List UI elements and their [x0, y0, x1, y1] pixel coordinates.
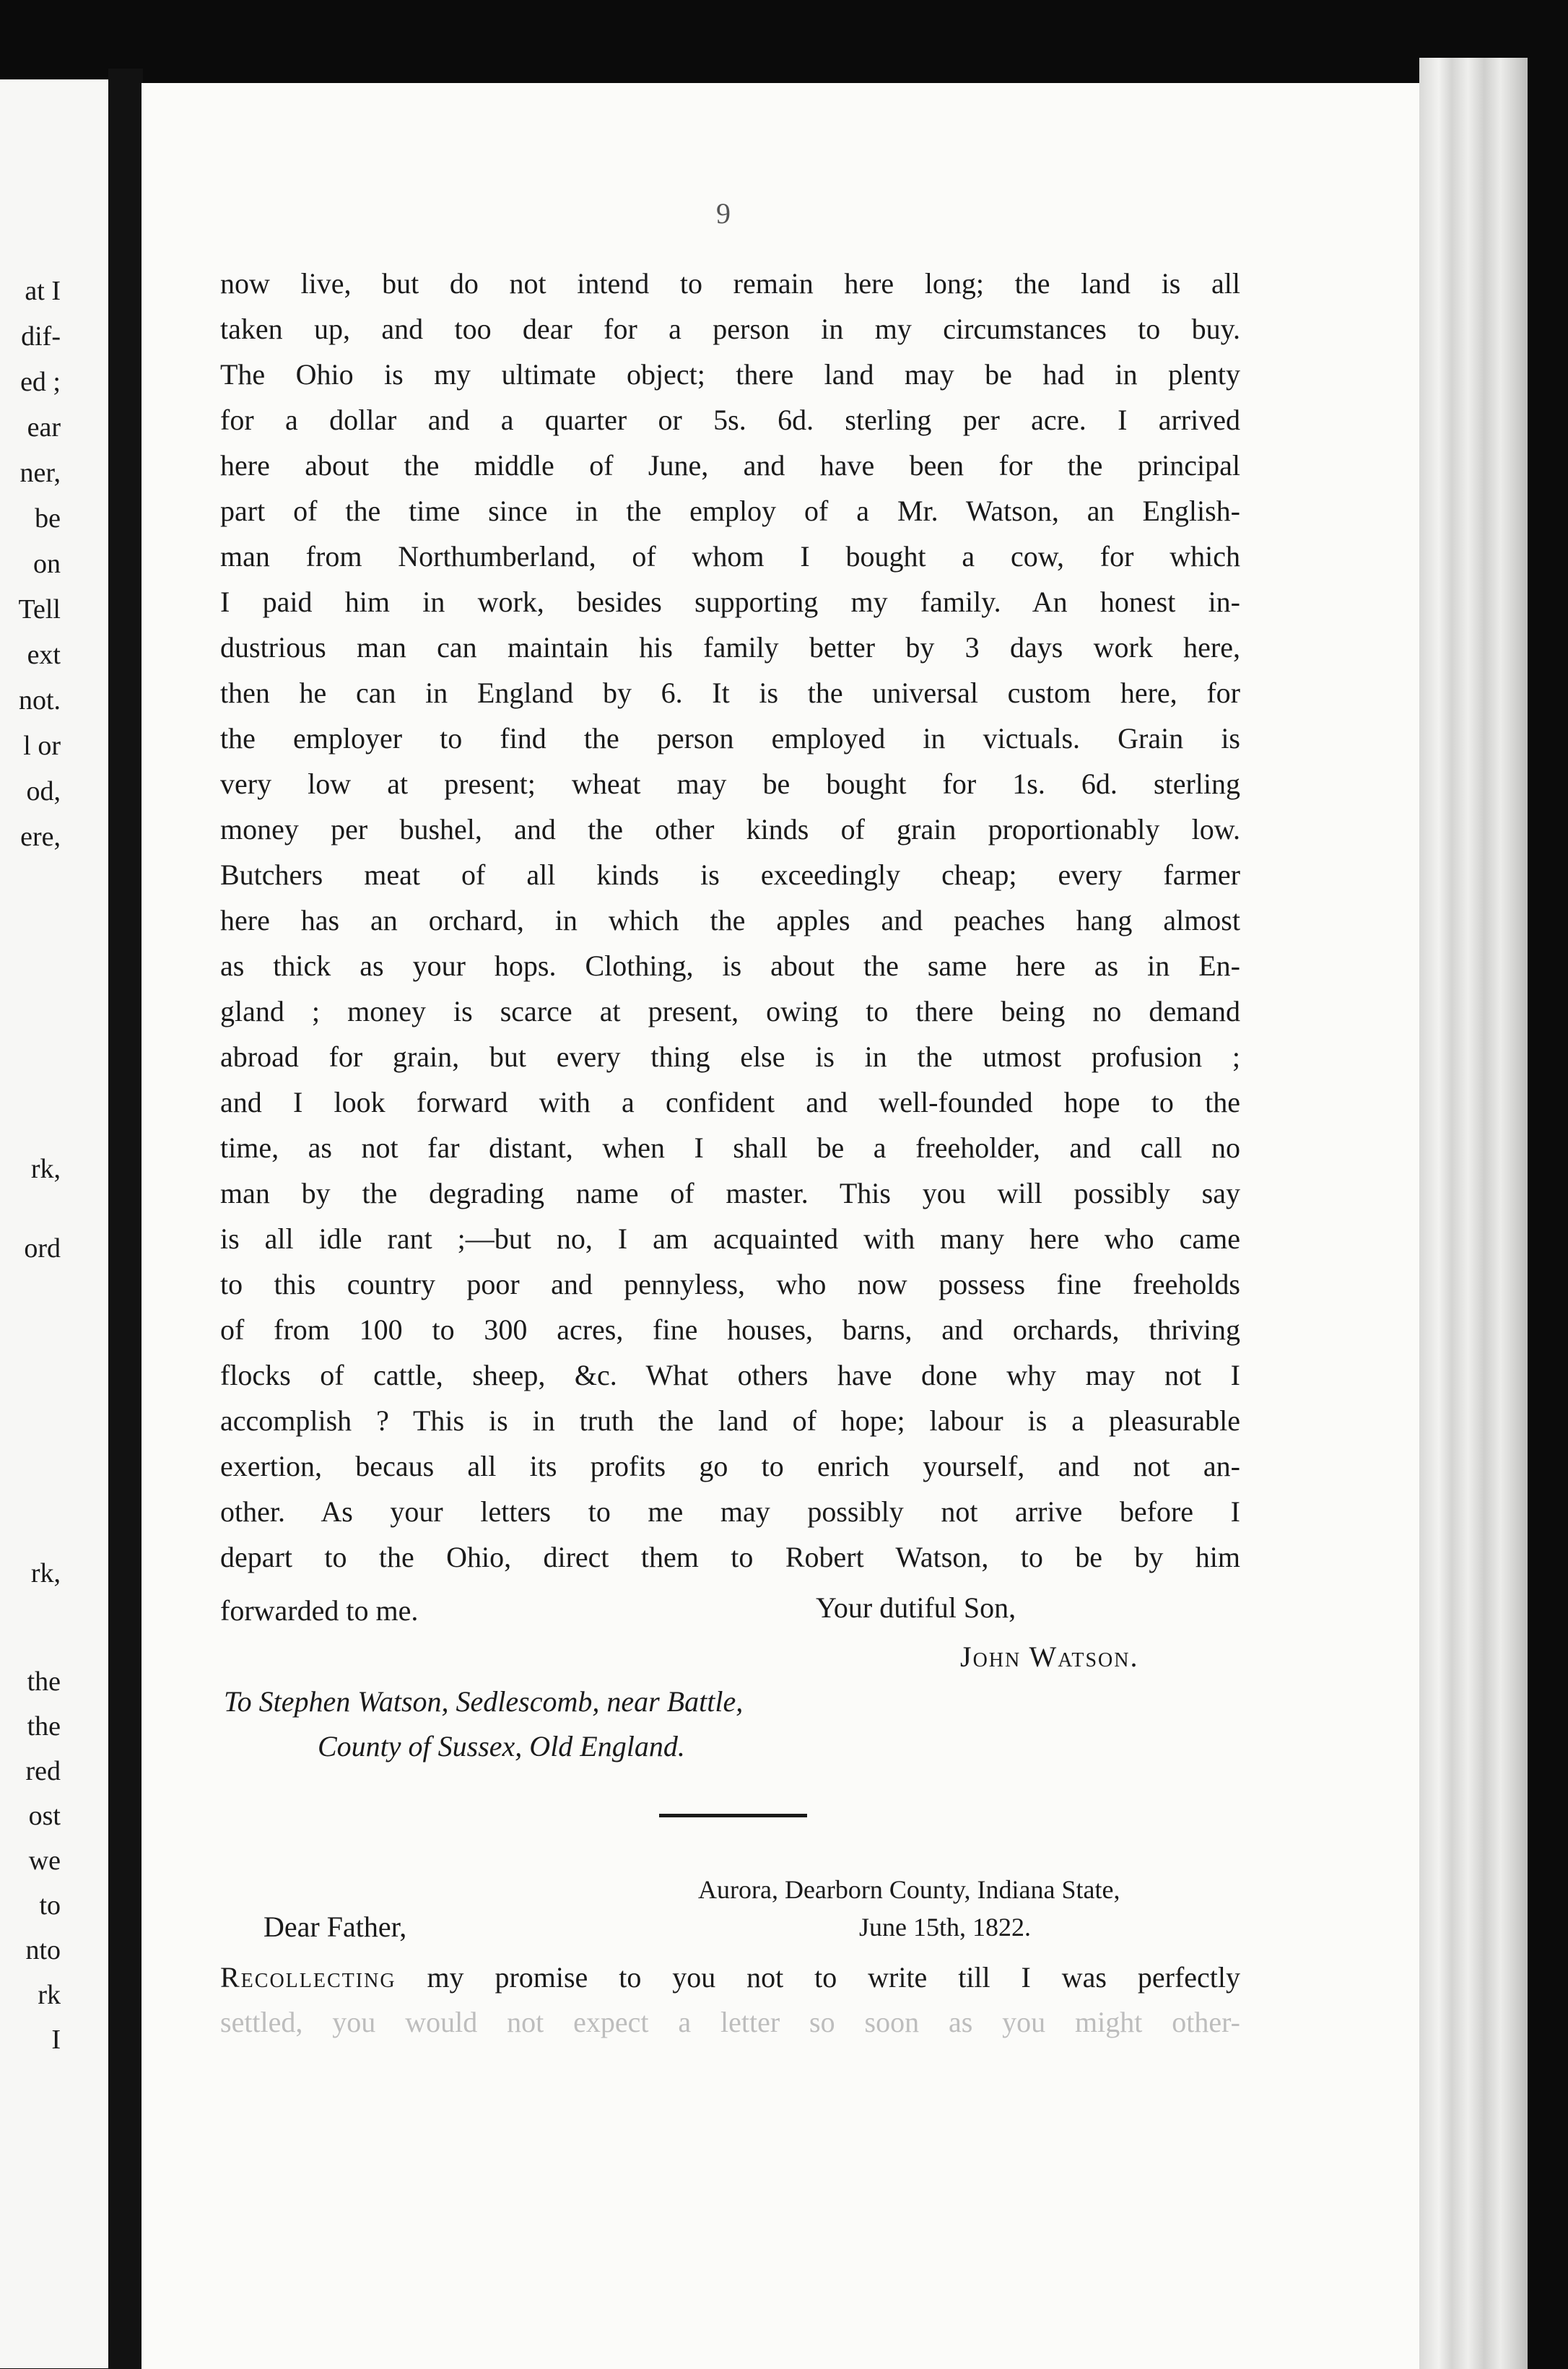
body-line: time, as not far distant, when I shall be a freeholder, and call no — [220, 1131, 1240, 1164]
previous-page-fragment — [0, 79, 108, 2368]
book-gutter — [108, 69, 143, 2369]
closing-line: forwarded to me. — [220, 1594, 419, 1627]
left-fragment: rk, — [30, 1154, 61, 1184]
left-fragment: ord — [24, 1233, 61, 1264]
left-fragment: ner, — [19, 458, 61, 488]
body-line: gland ; money is scarce at present, owing to there being no demand — [220, 995, 1240, 1027]
left-fragment: rk — [38, 1980, 61, 2010]
left-fragment: to — [39, 1890, 61, 1921]
body-line: The Ohio is my ultimate object; there land may be had in plenty — [220, 358, 1240, 391]
body-line: I paid him in work, besides supporting my family. An honest in- — [220, 586, 1240, 618]
body-line: very low at present; wheat may be bought for 1s. 6d. sterling — [220, 768, 1240, 800]
left-fragment: rk, — [30, 1558, 61, 1588]
body-line: is all idle rant ;—but no, I am acquainted with many here who came — [220, 1222, 1240, 1255]
body-line: here about the middle of June, and have been for the principal — [220, 449, 1240, 482]
body-line: here has an orchard, in which the apples and peaches hang almost — [220, 904, 1240, 936]
left-fragment: the — [27, 1711, 61, 1742]
left-fragment: ext — [27, 640, 61, 670]
page-edges — [1419, 58, 1528, 2369]
body-line: money per bushel, and the other kinds of grain proportionably low. — [220, 813, 1240, 846]
body-line: man by the degrading name of master. This you will possibly say — [220, 1177, 1240, 1209]
body-line: then he can in England by 6. It is the universal custom here, for — [220, 677, 1240, 709]
body-line: exertion, becaus all its profits go to enrich yourself, and not an- — [220, 1450, 1240, 1482]
body-line: to this country poor and pennyless, who now possess fine freeholds — [220, 1268, 1240, 1300]
section-divider — [659, 1814, 807, 1817]
left-fragment: l or — [23, 731, 61, 761]
body-line: other. As your letters to me may possibly not arrive before I — [220, 1495, 1240, 1528]
left-fragment: at I — [25, 276, 61, 306]
left-fragment: ed ; — [20, 367, 61, 397]
left-fragment: the — [27, 1666, 61, 1697]
faded-body-line: settled, you would not expect a letter so soon as you might other- — [220, 2006, 1240, 2038]
left-fragment: dif- — [21, 321, 61, 352]
recipient-address-line: County of Sussex, Old England. — [318, 1730, 685, 1762]
left-fragment: od, — [26, 776, 61, 807]
left-fragment: nto — [25, 1935, 61, 1965]
valediction: Your dutiful Son, — [816, 1591, 1016, 1624]
left-fragment: on — [33, 549, 61, 579]
left-fragment: ear — [27, 412, 61, 443]
body-line: and I look forward with a confident and well-founded hope to the — [220, 1086, 1240, 1118]
left-fragment: I — [51, 2025, 61, 2055]
body-line: of from 100 to 300 acres, fine houses, barns, and orchards, thriving — [220, 1313, 1240, 1346]
recipient-address-line: To Stephen Watson, Sedlescomb, near Battle, — [224, 1685, 744, 1718]
left-fragment: we — [28, 1846, 61, 1876]
body-line: part of the time since in the employ of a Mr. Watson, an English- — [220, 495, 1240, 527]
left-fragment: be — [35, 503, 61, 534]
page-number: 9 — [716, 197, 731, 230]
salutation: Dear Father, — [263, 1911, 407, 1943]
body-line: now live, but do not intend to remain here long; the land is all — [220, 267, 1240, 300]
letter-date: June 15th, 1822. — [859, 1913, 1031, 1942]
left-fragment: Tell — [18, 594, 61, 625]
body-line: taken up, and too dear for a person in my circumstances to buy. — [220, 313, 1240, 345]
body-line: abroad for grain, but every thing else is in the utmost profusion ; — [220, 1040, 1240, 1073]
left-fragment: ere, — [20, 822, 61, 852]
body-line: as thick as your hops. Clothing, is about the same here as in En- — [220, 949, 1240, 982]
body-line: Butchers meat of all kinds is exceedingly cheap; every farmer — [220, 859, 1240, 891]
letter-place: Aurora, Dearborn County, Indiana State, — [698, 1875, 1120, 1904]
signature: John Watson. — [960, 1640, 1139, 1673]
left-fragment: ost — [28, 1801, 61, 1831]
first-line-rest: my promise to you not to write till I was perfectly — [396, 1961, 1240, 1994]
body-line: depart to the Ohio, direct them to Robert Watson, to be by him — [220, 1541, 1240, 1573]
body-line: for a dollar and a quarter or 5s. 6d. sterling per acre. I arrived — [220, 404, 1240, 436]
opening-word: Recollecting — [220, 1961, 396, 1994]
body-line: man from Northumberland, of whom I bought a cow, for which — [220, 540, 1240, 573]
left-fragment: red — [25, 1756, 61, 1786]
body-line: the employer to find the person employed in victuals. Grain is — [220, 722, 1240, 755]
body-line: flocks of cattle, sheep, &c. What others have done why may not I — [220, 1359, 1240, 1391]
letter-first-line — [220, 1955, 1240, 2000]
left-fragment: not. — [18, 685, 61, 716]
body-line: dustrious man can maintain his family better by 3 days work here, — [220, 631, 1240, 664]
scan-background — [1528, 0, 1568, 2369]
body-line: accomplish ? This is in truth the land of hope; labour is a pleasurable — [220, 1404, 1240, 1437]
